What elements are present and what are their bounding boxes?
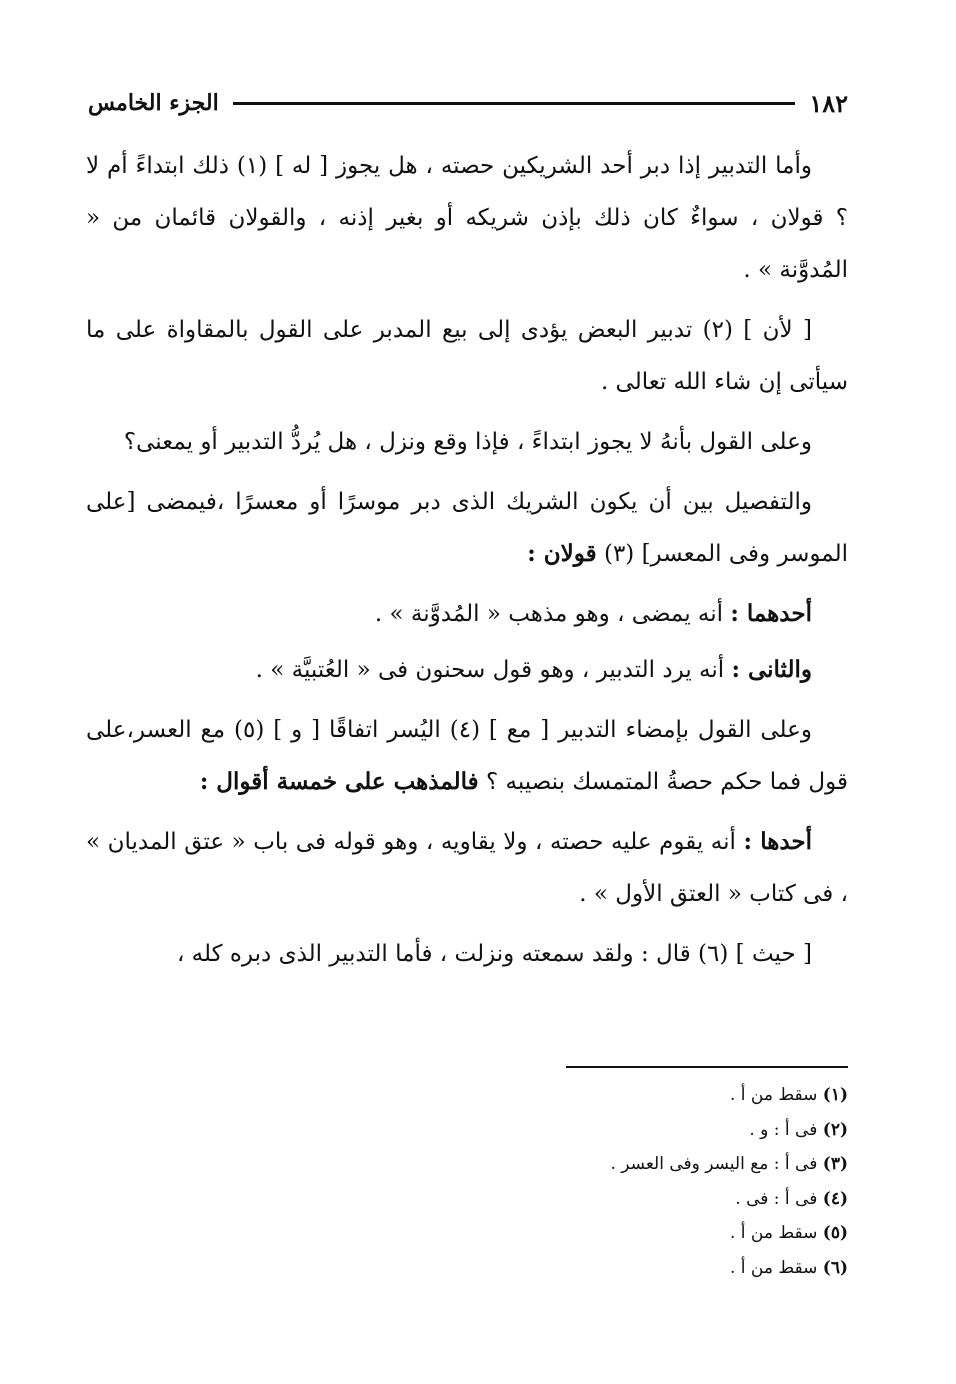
footnote-4: [500, 1182, 848, 1217]
footnote-3: [500, 1147, 848, 1182]
footnote-text: سقط من أ .: [729, 1085, 818, 1105]
paragraph-6-text: أنه يرد التدبير ، وهو قول سحنون فى « العُتبيَّة » .: [255, 657, 725, 683]
footnote-number: (١): [822, 1085, 848, 1105]
paragraph-6-lead: والثانى :: [731, 656, 812, 683]
footnote-5: [500, 1216, 848, 1251]
paragraph-5: [86, 588, 848, 640]
footnote-6: [500, 1251, 848, 1286]
footnote-number: (٤): [822, 1188, 848, 1209]
header-rule: [233, 102, 796, 105]
paragraph-9: [ حيث ] (٦) قال : ولقد سمعته ونزلت ، فأما التدبير الذى دبره كله ،: [176, 941, 812, 967]
footnote-text: سقط من أ .: [729, 1223, 818, 1243]
paragraph-5-text: أنه يمضى ، وهو مذهب « المُدوَّنة » .: [374, 601, 724, 627]
footnote-2: [500, 1113, 848, 1148]
page-header: [88, 86, 848, 120]
paragraph-8: [86, 816, 848, 920]
footnote-number: (٢): [822, 1119, 848, 1140]
paragraph-7-text: وعلى القول بإمضاء التدبير [ مع ] (٤) اليُسر اتفاقًا [ و ] (٥) مع العسر،على قول فما حكم حصةُ المتمسك بنصيبه ؟: [86, 717, 848, 795]
footnote-number: (٣): [822, 1154, 848, 1174]
paragraph-4-bold: قولان :: [527, 540, 597, 567]
paragraph-7-bold: فالمذهب على خمسة أقوال :: [199, 768, 479, 795]
paragraph-1: وأما التدبير إذا دبر أحد الشريكين حصته ، هل يجوز [ له ] (١) ذلك ابتداءً أم لا ؟ قولان ، سواءٌ كان ذلك بإذن شريكه أو بغير إذنه ، والقولان قائمان من « المُدوَّنة » .: [86, 153, 848, 283]
paragraph-8-lead: أحدها :: [743, 828, 813, 855]
footnote-1: [500, 1078, 848, 1113]
paragraph-5-lead: أحدهما :: [730, 600, 812, 627]
paragraph-4-text: والتفصيل بين أن يكون الشريك الذى دبر موسرًا أو معسرًا ،فيمضى [على الموسر وفى المعسر] (٣): [86, 489, 848, 567]
footnotes: [500, 1078, 848, 1285]
footnote-number: (٥): [822, 1223, 848, 1243]
footnote-text: فى أ : و .: [749, 1119, 818, 1140]
footnote-text: فى أ : مع اليسر وفى العسر .: [610, 1154, 818, 1174]
paragraph-3: وعلى القول بأنهُ لا يجوز ابتداءً ، فإذا وقع ونزل ، هل يُردُّ التدبير أو يمعنى؟: [123, 429, 812, 455]
footnote-number: (٦): [822, 1257, 848, 1278]
footnote-separator: [566, 1066, 848, 1068]
paragraph-2: [ لأن ] (٢) تدبير البعض يؤدى إلى بيع المدبر على القول بالمقاواة على ما سيأتى إن شاء الله تعالى .: [86, 317, 848, 395]
running-title: الجزء الخامس: [88, 90, 219, 116]
paragraph-7: [86, 704, 848, 808]
paragraph-6: [86, 644, 848, 696]
footnote-text: فى أ : فى .: [735, 1188, 818, 1209]
paragraph-4: [86, 476, 848, 580]
page-number: ١٨٢: [809, 88, 848, 118]
main-text: [86, 140, 848, 988]
paragraph-8-text: أنه يقوم عليه حصته ، ولا يقاويه ، وهو قوله فى باب « عتق المديان » ، فى كتاب « العتق الأول » .: [86, 829, 848, 907]
footnote-text: سقط من أ .: [729, 1257, 818, 1278]
